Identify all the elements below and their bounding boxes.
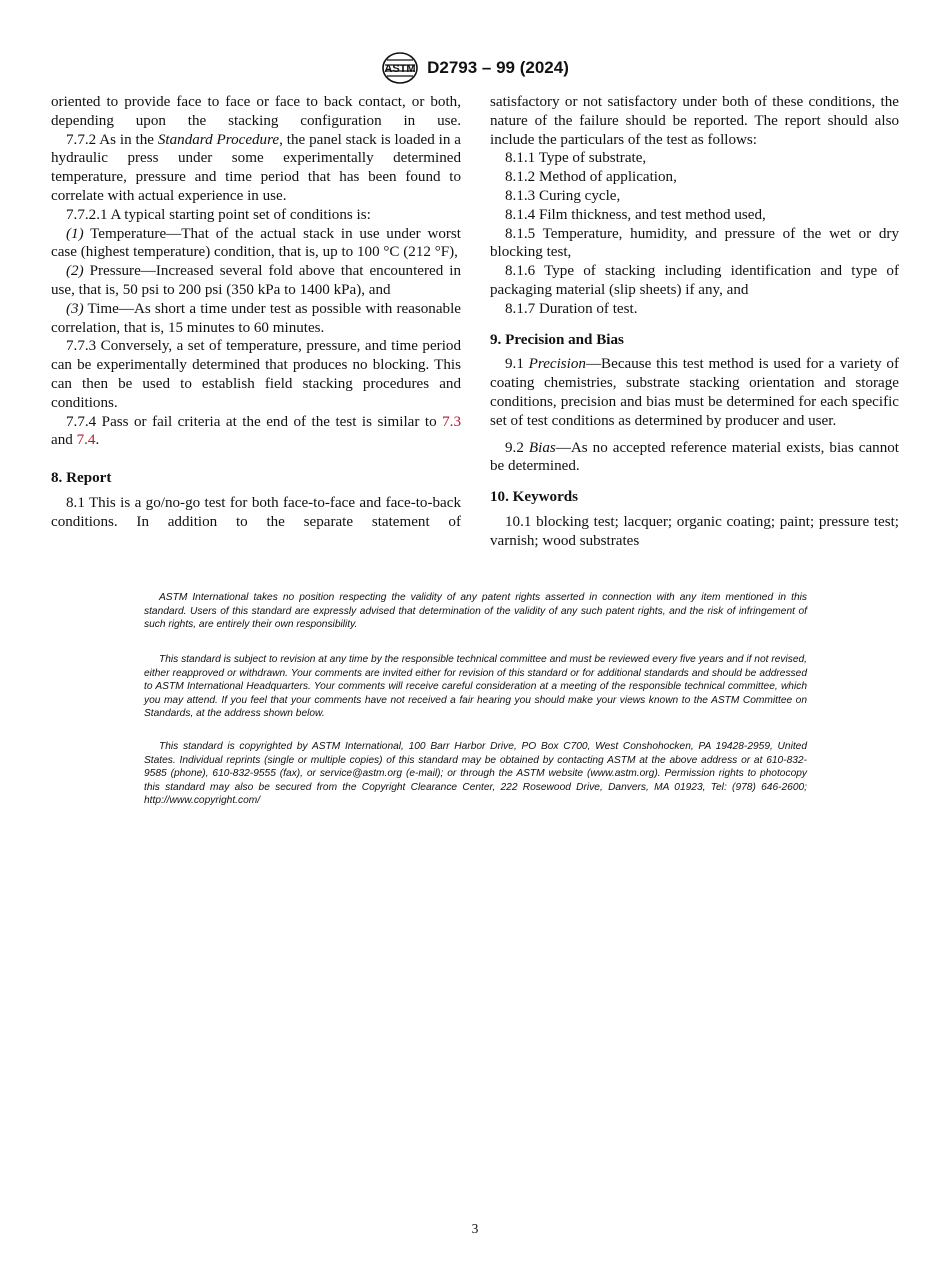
paragraph-text: , the panel stack is loaded in a hydraulic press under some experimentally determined temperature, pressure and time period that has been found to correlate with actual experience in use. bbox=[51, 131, 461, 204]
revision-notice bbox=[144, 653, 807, 721]
paragraph-text: . bbox=[95, 432, 100, 449]
notice-text: This standard is copyrighted by ASTM International, 100 Barr Harbor Drive, PO Box C700, West Conshohocken, PA 19428-2959, United States. Individual reprints (single or multiple copies) of this standard may be obtained by contacting ASTM at the above address or at 610-832-9585 (phone), 610-832-9555 (fax), or service@astm.org (e-mail); or through the ASTM website (www.astm.org). Permission rights to photocopy this standard may also be secured from the Copyright Clearance Center, 222 Rosewood Drive, Danvers, MA 01923, Tel: (978) 646-2600; http://www.copyright.com/ bbox=[144, 741, 807, 807]
list-item: 8.1.5 Temperature, humidity, and pressure of the wet or dry blocking test, bbox=[490, 225, 899, 261]
emphasis-text: Bias bbox=[528, 439, 556, 456]
clause-number: 9.1 bbox=[505, 356, 529, 373]
section-heading-report: 8. Report bbox=[51, 470, 112, 487]
right-column bbox=[490, 93, 899, 551]
left-column bbox=[51, 93, 461, 532]
list-item-3 bbox=[51, 300, 461, 338]
paragraph-text: oriented to provide face to face or face to back contact, or both, depending upon the stacking configuration in use. bbox=[51, 94, 461, 129]
clause-number: 7.7.2 bbox=[66, 131, 97, 148]
paragraph-7-7-3: 7.7.3 Conversely, a set of temperature, pressure, and time period can be experimentally determined that produces no blocking. This can then be used to establish field stacking procedures and conditions. bbox=[51, 338, 461, 411]
emphasis-text: Precision bbox=[528, 356, 586, 373]
list-item-1 bbox=[51, 225, 461, 263]
paragraph-text: As in the bbox=[96, 131, 158, 148]
standard-designation: D2793 – 99 (2024) bbox=[427, 58, 569, 77]
astm-logo bbox=[381, 52, 419, 84]
section-heading-precision-and-bias: 9. Precision and Bias bbox=[490, 331, 624, 348]
paragraph-text: and bbox=[51, 432, 77, 449]
list-item-2 bbox=[51, 262, 461, 300]
item-number: (2) bbox=[66, 263, 84, 280]
paragraph-text: —As no accepted reference material exists, bias cannot be determined. bbox=[490, 439, 899, 475]
page-number: 3 bbox=[471, 1221, 479, 1236]
list-item: 8.1.1 Type of substrate, bbox=[505, 150, 647, 167]
list-item: 8.1.4 Film thickness, and test method used, bbox=[505, 206, 766, 223]
page-header bbox=[0, 52, 950, 84]
paragraph-7-7-2-1: 7.7.2.1 A typical starting point set of conditions is: bbox=[66, 206, 371, 223]
copyright-notice bbox=[144, 740, 807, 808]
section-link-7-4[interactable]: 7.4 bbox=[76, 432, 96, 449]
section-link-7-3[interactable]: 7.3 bbox=[442, 413, 461, 430]
section-heading-keywords: 10. Keywords bbox=[490, 489, 579, 506]
notice-text: This standard is subject to revision at any time by the responsible technical committee and must be reviewed every five years and if not revised, either reapproved or withdrawn. Your comments are invited either for revision of this standard or for additional standards and should be addressed to ASTM International Headquarters. Your comments will receive careful consideration at a meeting of the responsible technical committee, which you may attend. If you feel that your comments have not received a fair hearing you should make your views known to the ASTM Committee on Standards, at the address shown below. bbox=[144, 654, 807, 720]
item-text: Time—As short a time under test as possible with reasonable correlation, that is, 15 minutes to 60 minutes. bbox=[51, 300, 461, 336]
notice-text: ASTM International takes no position respecting the validity of any patent rights asserted in connection with any item mentioned in this standard. Users of this standard are expressly advised that determination of the validity of any such patent rights, and the risk of infringement of such rights, are entirely their own responsibility. bbox=[144, 592, 807, 631]
paragraph-text: —Because this test method is used for a variety of coating chemistries, substrate stacking orientation and storage conditions, precision and bias must be determined for each specific set of test conditions as determined by producer and user. bbox=[490, 356, 899, 429]
paragraph-9-1 bbox=[490, 355, 899, 430]
item-number: (3) bbox=[66, 300, 84, 317]
paragraph-text: 7.7.4 Pass or fail criteria at the end of the test is similar to bbox=[66, 413, 443, 430]
paragraph-9-2 bbox=[490, 439, 899, 477]
patent-notice bbox=[144, 591, 807, 632]
list-item: 8.1.2 Method of application, bbox=[505, 169, 677, 186]
paragraph bbox=[51, 93, 461, 131]
paragraph-7-7-2 bbox=[51, 131, 461, 206]
clause-number: 9.2 bbox=[505, 439, 529, 456]
item-text: Temperature—That of the actual stack in use under worst case (highest temperature) condition, that is, up to 100 °C (212 °F), bbox=[51, 225, 461, 261]
item-number: (1) bbox=[66, 225, 84, 242]
svg-text:ASTM: ASTM bbox=[384, 63, 416, 75]
list-item: 8.1.3 Curing cycle, bbox=[505, 187, 621, 204]
item-text: Pressure—Increased several fold above that encountered in use, that is, 50 psi to 200 psi (350 kPa to 1400 kPa), and bbox=[51, 263, 461, 298]
paragraph-10-1: 10.1 blocking test; lacquer; organic coating; paint; pressure test; varnish; wood substrates bbox=[490, 513, 899, 549]
emphasis-text: Standard Procedure bbox=[157, 131, 280, 148]
paragraph-7-7-4 bbox=[51, 413, 461, 451]
paragraph: satisfactory or not satisfactory under both of these conditions, the nature of the failure should be reported. The report should also include the particulars of the test as follows: bbox=[490, 94, 899, 148]
paragraph-8-1: 8.1 This is a go/no-go test for both face-to-face and face-to-back conditions. In addition to the separate statement of bbox=[51, 494, 461, 530]
list-item: 8.1.6 Type of stacking including identification and type of packaging material (slip sheets) if any, and bbox=[490, 263, 899, 298]
list-item: 8.1.7 Duration of test. bbox=[505, 300, 638, 317]
